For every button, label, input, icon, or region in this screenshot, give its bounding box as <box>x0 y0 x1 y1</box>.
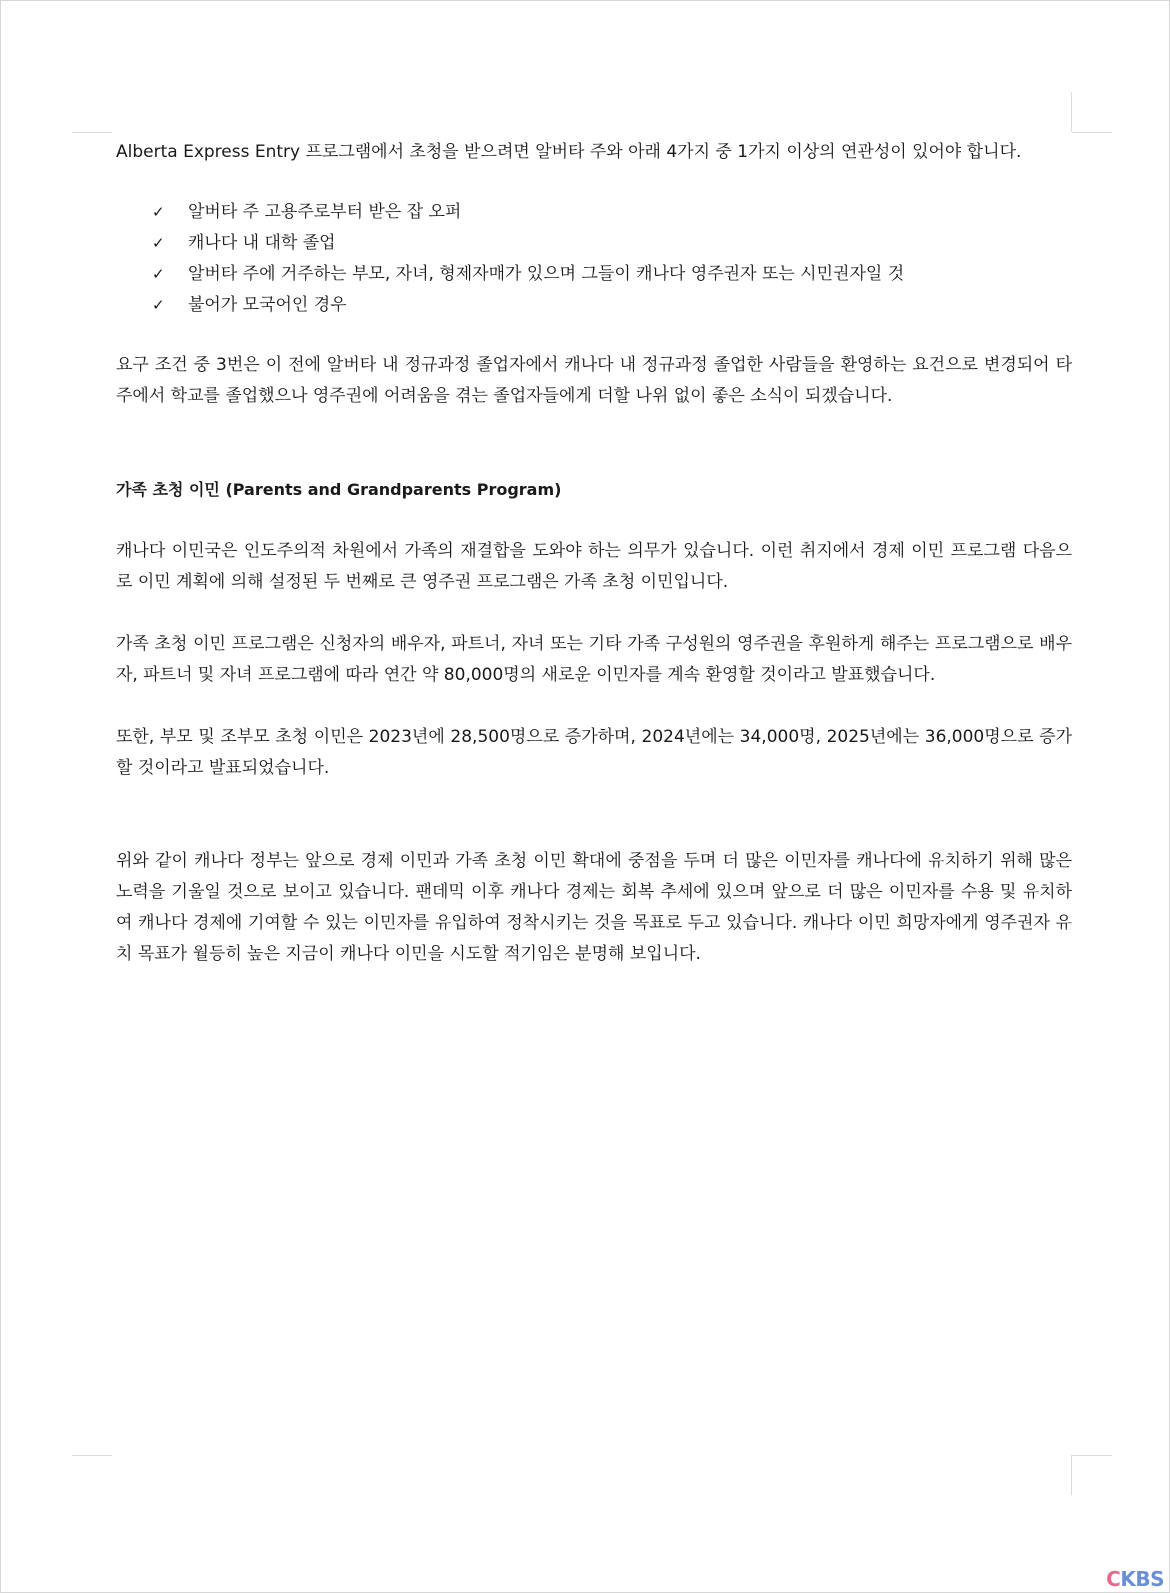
brand-logo <box>1106 1567 1164 1591</box>
checkmark-icon: ✓ <box>152 234 165 252</box>
crop-mark-top-left <box>72 132 112 133</box>
document-body <box>116 137 1072 970</box>
list-item <box>152 228 1072 259</box>
requirement-label: 알버타 주 고용주로부터 받은 잡 오퍼 <box>188 202 462 222</box>
requirements-list <box>116 197 1072 321</box>
crop-mark-top-right-v <box>1071 92 1072 132</box>
list-item <box>152 197 1072 228</box>
brand-logo-c: C <box>1106 1567 1121 1591</box>
section-paragraph: 또한, 부모 및 조부모 초청 이민은 2023년에 28,500명으로 증가하며, 2024년에는 34,000명, 2025년에는 36,000명으로 증가할 것이라고 발표되었습니다. <box>116 727 1072 778</box>
checkmark-icon: ✓ <box>152 265 165 283</box>
conclusion-paragraph: 위와 같이 캐나다 정부는 앞으로 경제 이민과 가족 초청 이민 확대에 중점을 두며 더 많은 이민자를 캐나다에 유치하기 위해 많은 노력을 기울일 것으로 보이고 있습니다. 팬데믹 이후 캐나다 경제는 회복 추세에 있으며 앞으로 더 많은 이민자를 수용 및 유치하여 캐나다 경제에 기여할 수 있는 이민자를 유입하여 정착시키는 것을 목표로 두고 있습니다. 캐나다 이민 희망자에게 영주권자 유치 목표가 월등히 높은 지금이 캐나다 이민을 시도할 적기임은 분명해 보입니다. <box>116 851 1072 964</box>
crop-mark-bottom-right-h <box>1072 1455 1112 1456</box>
section-paragraph: 캐나다 이민국은 인도주의적 차원에서 가족의 재결합을 도와야 하는 의무가 있습니다. 이런 취지에서 경제 이민 프로그램 다음으로 이민 계획에 의해 설정된 두 번째로 큰 영주권 프로그램은 가족 초청 이민입니다. <box>116 541 1072 592</box>
intro-paragraph: Alberta Express Entry 프로그램에서 초청을 받으려면 알버타 주와 아래 4가지 중 1가지 이상의 연관성이 있어야 합니다. <box>116 142 1022 162</box>
requirement-label: 캐나다 내 대학 졸업 <box>188 233 336 253</box>
brand-logo-rest: KBS <box>1120 1567 1164 1591</box>
checkmark-icon: ✓ <box>152 203 165 221</box>
condition-note-paragraph: 요구 조건 중 3번은 이 전에 알버타 내 정규과정 졸업자에서 캐나다 내 정규과정 졸업한 사람들을 환영하는 요건으로 변경되어 타 주에서 학교를 졸업했으나 영주권에 어려움을 겪는 졸업자들에게 더할 나위 없이 좋은 소식이 되겠습니다. <box>116 355 1072 406</box>
crop-mark-bottom-right-v <box>1071 1455 1072 1495</box>
crop-mark-top-right-h <box>1072 132 1112 133</box>
section-paragraph: 가족 초청 이민 프로그램은 신청자의 배우자, 파트너, 자녀 또는 기타 가족 구성원의 영주권을 후원하게 해주는 프로그램으로 배우자, 파트너 및 자녀 프로그램에 따라 연간 약 80,000명의 새로운 이민자를 계속 환영할 것이라고 발표했습니다. <box>116 634 1072 685</box>
checkmark-icon: ✓ <box>152 296 165 314</box>
requirement-label: 불어가 모국어인 경우 <box>188 295 347 315</box>
list-item <box>152 290 1072 321</box>
list-item <box>152 259 1072 290</box>
section-heading: 가족 초청 이민 (Parents and Grandparents Program) <box>116 480 562 499</box>
requirement-label: 알버타 주에 거주하는 부모, 자녀, 형제자매가 있으며 그들이 캐나다 영주권자 또는 시민권자일 것 <box>188 264 905 284</box>
crop-mark-bottom-left <box>72 1455 112 1456</box>
